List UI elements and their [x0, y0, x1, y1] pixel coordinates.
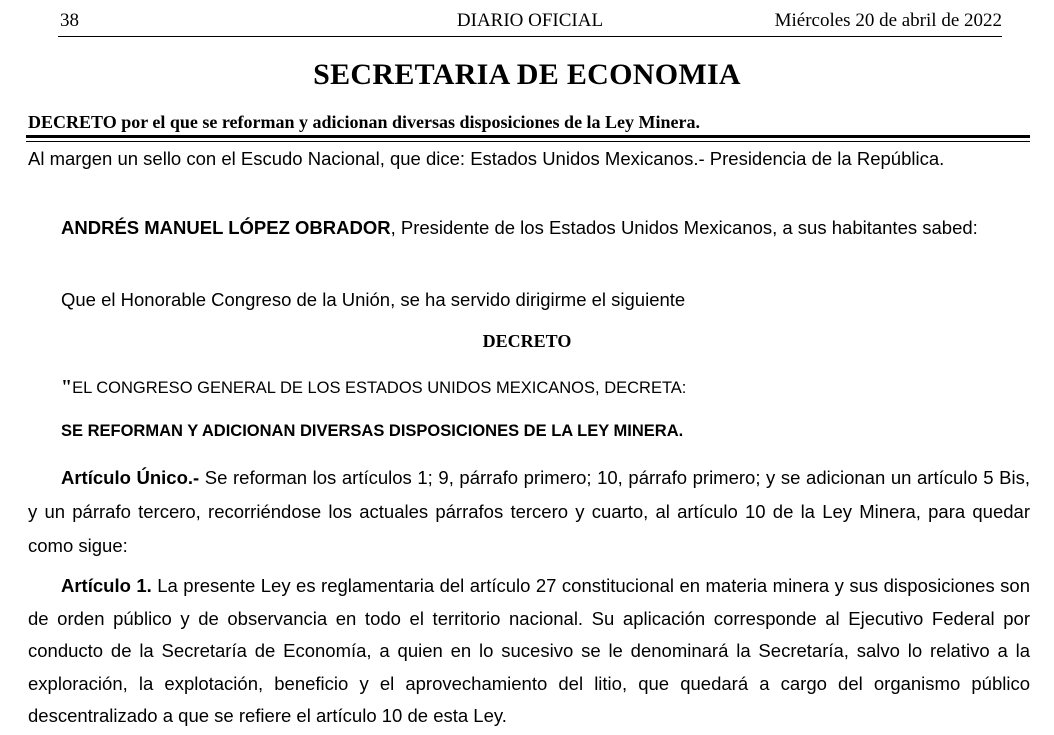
publication-name: DIARIO OFICIAL — [456, 10, 604, 31]
page-header — [58, 8, 1002, 36]
reforman-heading: SE REFORMAN Y ADICIONAN DIVERSAS DISPOSICIONES DE LA LEY MINERA. — [61, 422, 684, 440]
opening-quote: " — [61, 376, 73, 398]
congress-intro-paragraph: Que el Honorable Congreso de la Unión, se ha servido dirigirme el siguiente — [61, 289, 686, 310]
margin-note-paragraph: Al margen un sello con el Escudo Nacional, que dice: Estados Unidos Mexicanos.- Presidencia de la República. — [28, 148, 945, 169]
articulo-unico-text: Se reforman los artículos 1; 9, párrafo primero; 10, párrafo primero; y se adicionan un artículo 5 Bis, y un párrafo tercero, recorriéndose los actuales párrafos tercero y cuarto, al artículo 10 de la Ley Minera, para quedar como sigue: — [28, 467, 1030, 556]
articulo-1-text: La presente Ley es reglamentaria del artículo 27 constitucional en materia minera y sus disposiciones son de orden público y de observancia en todo el territorio nacional. Su aplicación corresponde al Ejecutivo Federal por conducto de la Secretaría de Economía, a quien en lo sucesivo se le denominará la Secretaría, salvo lo relativo a la exploración, la explotación, beneficio y el aprovechamiento del litio, que quedará a cargo del organismo público descentralizado a que se refiere el artículo 10 de esta Ley. — [28, 575, 1030, 726]
publication-date: Miércoles 20 de abril de 2022 — [774, 10, 1002, 31]
congress-decreta-text: EL CONGRESO GENERAL DE LOS ESTADOS UNIDOS MEXICANOS, DECRETA: — [72, 379, 687, 397]
decree-title: DECRETO por el que se reforman y adicionan diversas disposiciones de la Ley Minera. — [28, 112, 701, 132]
articulo-unico-paragraph — [28, 461, 1030, 563]
header-rule — [58, 36, 1002, 37]
president-paragraph — [28, 211, 1030, 245]
page-number: 38 — [60, 10, 79, 31]
president-name: ANDRÉS MANUEL LÓPEZ OBRADOR — [61, 217, 391, 238]
president-text: , Presidente de los Estados Unidos Mexicanos, a sus habitantes sabed: — [390, 217, 978, 238]
title-rule-thick — [26, 135, 1030, 138]
articulo-unico-label: Artículo Único.- — [61, 467, 200, 488]
section-title: SECRETARIA DE ECONOMIA — [313, 58, 741, 91]
decreto-heading: DECRETO — [482, 331, 572, 351]
title-rule-thin — [26, 141, 1030, 142]
articulo-1-label: Artículo 1. — [61, 575, 152, 596]
congress-decreta-paragraph — [28, 375, 1030, 401]
articulo-1-paragraph — [28, 570, 1030, 733]
